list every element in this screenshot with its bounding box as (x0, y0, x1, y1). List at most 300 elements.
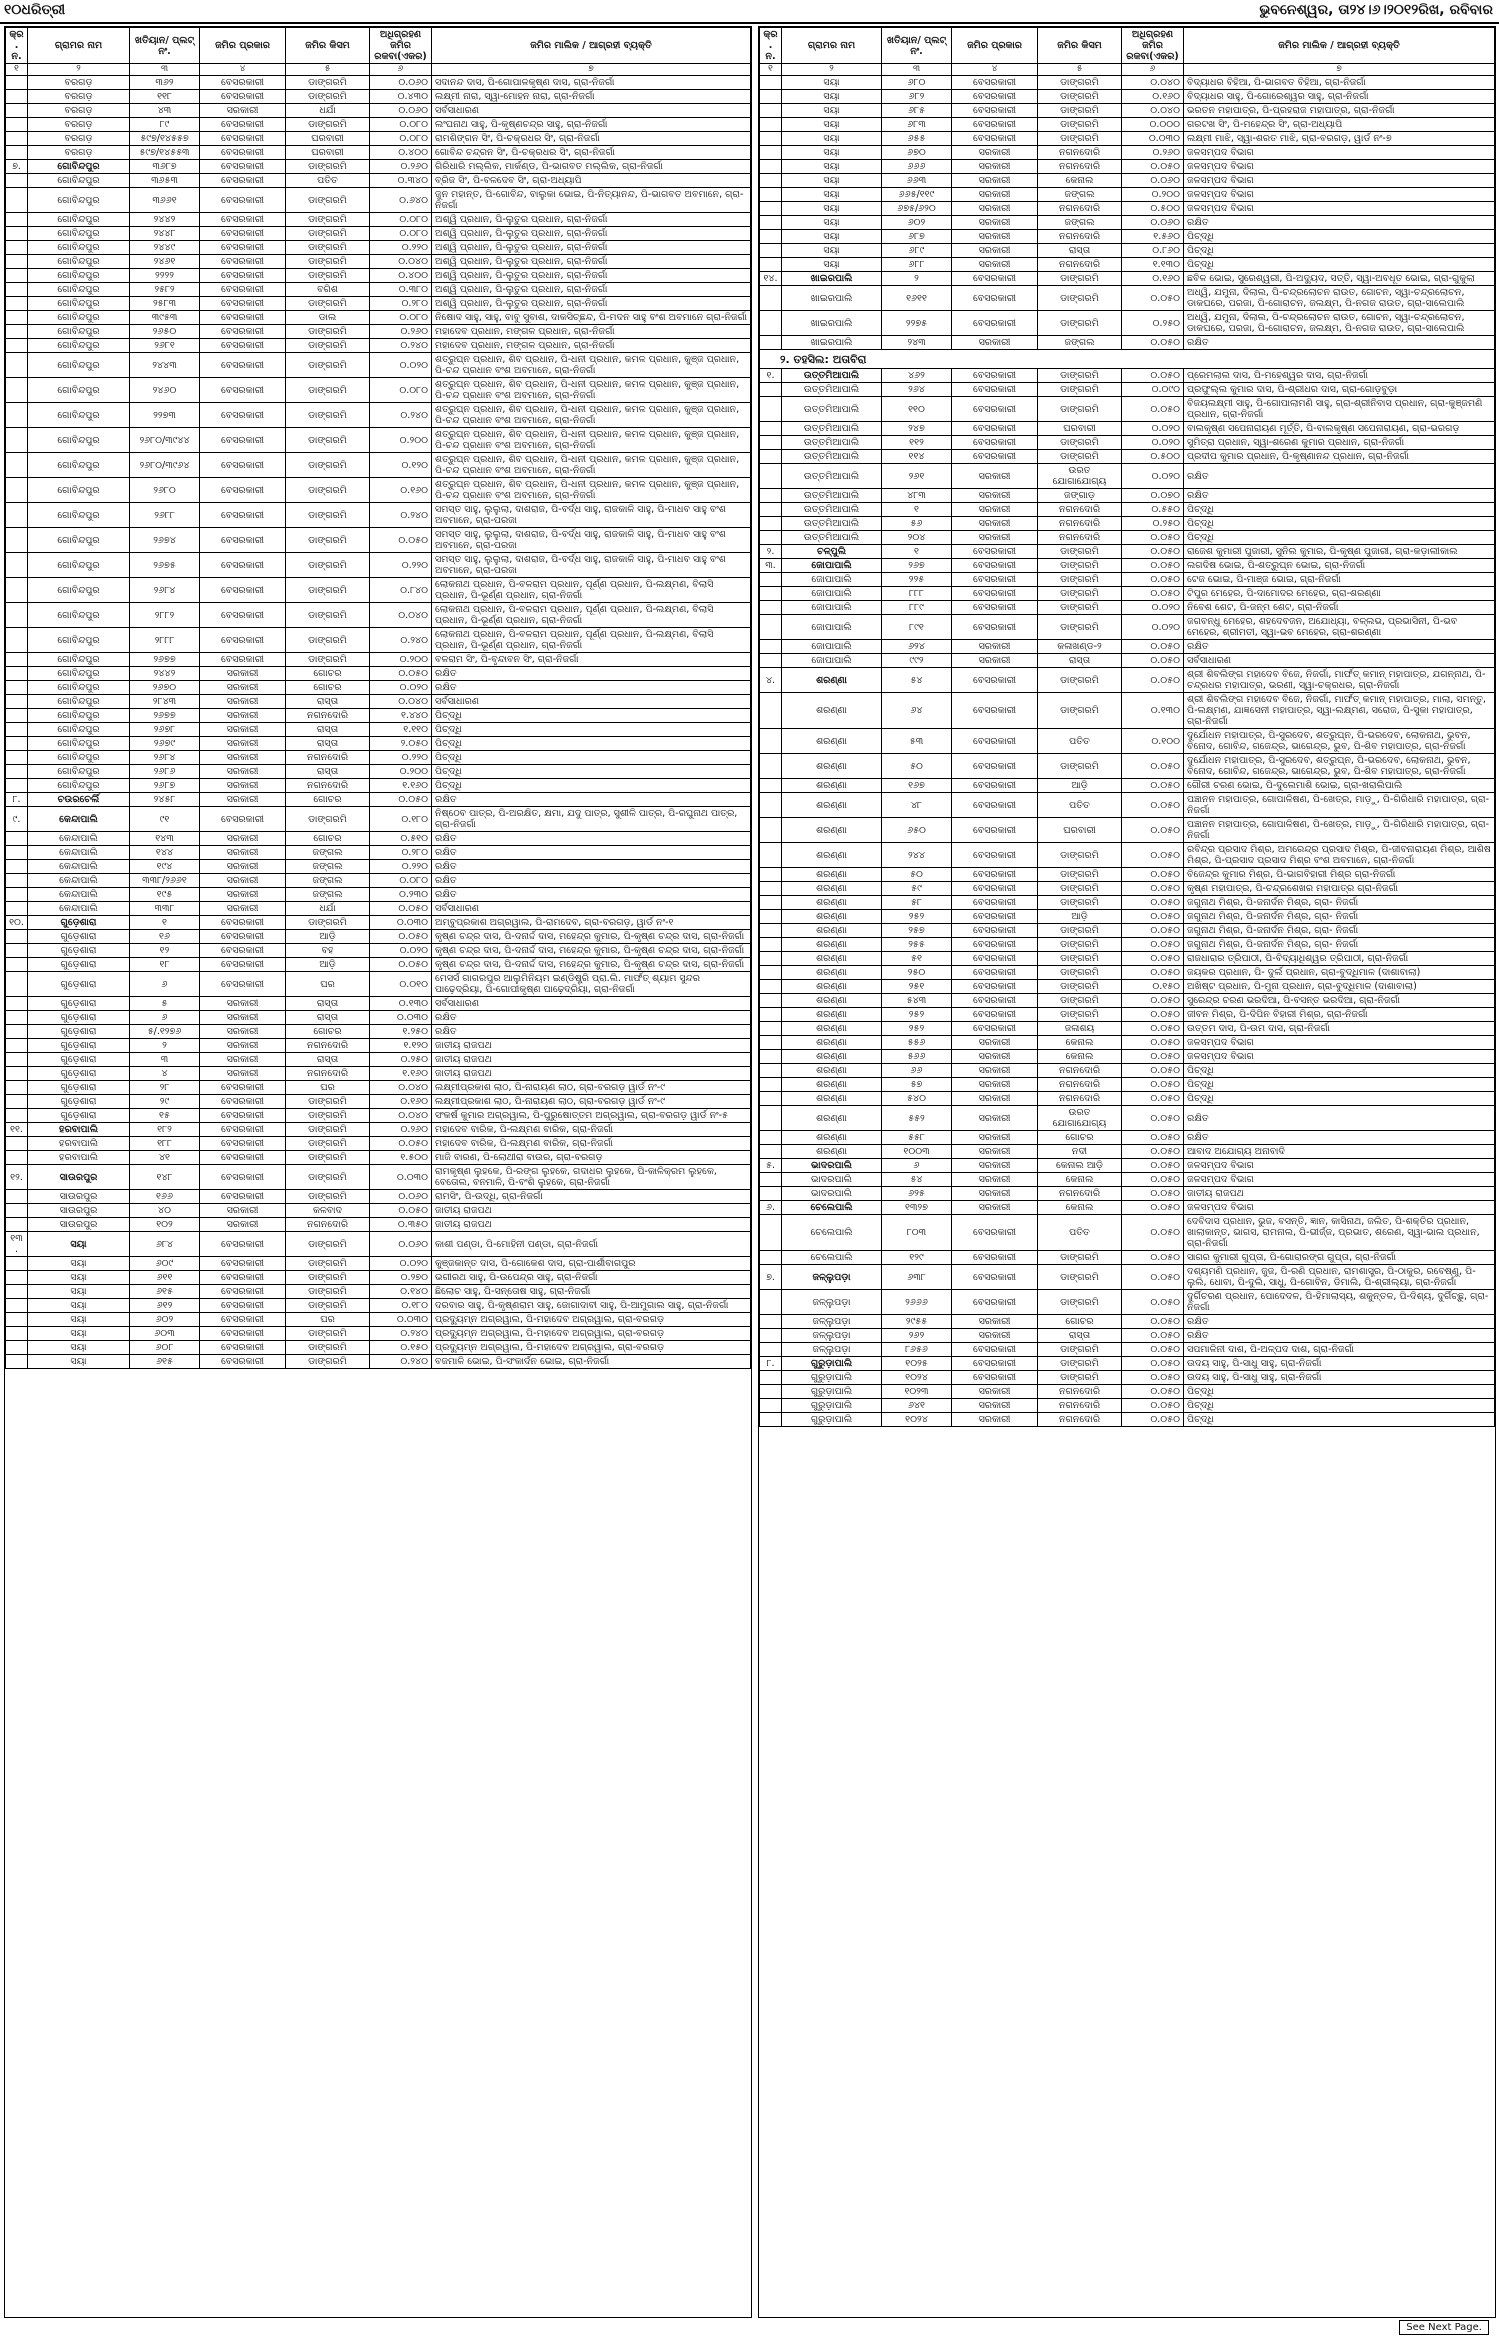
plot-cell: ୬୭୦ (882, 146, 952, 160)
serial-cell (6, 378, 28, 403)
table-row (760, 654, 1495, 668)
owner-cell: ସଂକର୍ଷ କୁମାର ଅଗ୍ରୱାଲ, ପି-ପୁରୁଷୋତ୍ତମ ଅଗ୍ରୱାଲ, ଗ୍ରା-ବରଗଡ଼ ୱାର୍ଡ ନଂ-୫ (432, 1109, 751, 1123)
area-cell: ୦.୦୩୦ (370, 1165, 432, 1190)
land-class-cell: ଡାଙ୍ଗରମି (286, 1109, 370, 1123)
serial-cell (6, 1190, 28, 1204)
area-cell: ୦.୫୦୦ (1122, 202, 1184, 216)
land-type-cell: ବେସରକାରୀ (200, 146, 286, 160)
table-row (760, 729, 1495, 754)
land-class-cell: ଡାଙ୍ଗରମି (1038, 104, 1122, 118)
serial-cell (760, 1131, 782, 1145)
land-type-cell: ସରକାରୀ (952, 202, 1038, 216)
table-row (6, 874, 751, 888)
owner-cell: ରକ୍ଷିତ (432, 1011, 751, 1025)
owner-cell: ରାମକୃଷ୍ଣ ଲୁହକେ, ପି-ରଙ୍ଗ ଲୁହକେ, ଗଦାଧର ଲୁହକେ, ପି-କାଳିକ୍ରମ ଲୁହକେ, ବେତୋଲ, ବନମାଳି, ପି-ବଂଶି ଲୁହକେ, ଗ୍ରା-ନିଜର୍ଗା (432, 1165, 751, 1190)
owner-cell: ବିଦ୍ୟାଧର ବିହିଆ, ପି-ଭାଗବତ ବିହିଆ, ଗ୍ରା-ନିଜର୍ଗା (1184, 76, 1495, 90)
column-number-5: ୫ (286, 64, 370, 76)
plot-cell: ୫୪୩ (882, 994, 952, 1008)
table-row (760, 1145, 1495, 1159)
table-row (6, 1271, 751, 1285)
land-class-cell: ଉରତ ଯୋଗାଯୋଗ୍ୟ (1038, 1106, 1122, 1131)
table-row (6, 478, 751, 503)
table-row (760, 1413, 1495, 1427)
village-cell: ଶରଣ୍ଣା (782, 818, 882, 843)
table-row (760, 1131, 1495, 1145)
owner-cell: ଦଶ୍ୟମଣି ପ୍ରଧାନ, ଜୁଜ, ପି-ରଣି ପ୍ରଧାନ, ରାମଶାସ୍ତ୍ର, ପି-ଠାକୁର, ରବେଷ୍ଣୁ, ପି-ଲୁଲି, ଧୋବା, ପି-ଦୁଲି, ସାଧୁ, ପି-ଗୋବିନ, ଡିମାଲି, ପି-ଶ୍ରୀଲ୍ୟା, ଗ୍ରା-ନିଜର୍ଗା (1184, 1265, 1495, 1290)
land-type-cell: ସରକାରୀ (952, 1315, 1038, 1329)
owner-cell: ଗୋବିନ୍ଦ ଚନ୍ଦ୍ରନ ସିଂ, ପି-ଚକ୍ରଧର ସିଂ, ଗ୍ରା-ନିଜର୍ଗା (432, 146, 751, 160)
serial-cell (6, 1257, 28, 1271)
owner-cell: ରାଜେଶ କୁମାରୀ ପୁଜାରୀ, ସୁନିଲ କୁମାର, ପି-କୃଷ୍ଣ ପୁଜାରୀ, ଗ୍ରା-କଡ଼ାଲୀକାଲ (1184, 545, 1495, 559)
plot-cell: ୩୬୮୭ (130, 160, 200, 174)
owner-cell: ଆବାଦ ଅଯୋଗ୍ୟ ଅନାବାଦି (1184, 1145, 1495, 1159)
owner-cell: ପିଚ୍‌ଦ୍ଧି (1184, 1385, 1495, 1399)
owner-cell: ଶତ୍ରୁଘ୍ନ ପ୍ରଧାନ, ଶିବ ପ୍ରଧାନ, ପି-ଧନୀ ପ୍ରଧାନ, କମଳ ପ୍ରଧାନ, କୁଞ୍ଜ ପ୍ରଧାନ, ପି-ଚନ୍ଦ ପ୍ରଧାନ ବଂଶ ଅବମାନେ, ଗ୍ରା-ନିଜର୍ଗା (432, 403, 751, 428)
area-cell: ୦.୧୬୦ (370, 478, 432, 503)
owner-cell: ମାଜି ବାରଣ, ପି-ଲୋଥୀରା ବାଉର, ଗ୍ରା-ବରଗଡ଼ (432, 1151, 751, 1165)
land-type-cell: ସରକାରୀ (952, 1159, 1038, 1173)
land-type-cell: ବେସରକାରୀ (952, 601, 1038, 615)
plot-cell: ୪୮ (882, 793, 952, 818)
owner-cell: ଜଳସମ୍ପଦ ବିଭାଗ (1184, 160, 1495, 174)
village-cell: ହରବାପାଲି (28, 1151, 130, 1165)
land-class-cell: ଡାଙ୍ଗରମି (1038, 952, 1122, 966)
serial-cell: ୯. (6, 807, 28, 832)
table-row (760, 383, 1495, 397)
land-class-cell: ଡାଙ୍ଗରମି (1038, 615, 1122, 640)
land-class-cell: ଡାଙ୍ଗରମି (1038, 559, 1122, 573)
area-cell: ୦.୦୫୦ (370, 930, 432, 944)
land-type-cell: ସରକାରୀ (952, 1145, 1038, 1159)
table-row (760, 188, 1495, 202)
village-cell: ଉତ୍ତମିଆପାଲି (782, 383, 882, 397)
plot-cell: ୬୮୫ (882, 104, 952, 118)
village-cell: ଶରଣ୍ଣା (782, 793, 882, 818)
column-number-3: ୩ (882, 64, 952, 76)
owner-cell: ଦୁର୍ଯୋଧନ ମହାପାତ୍ର, ପି-ସୁରଦେବ, ଶତ୍ରୁଘ୍ନ, ପି-ଭରଦେବ, ଲୋକନାଥ, ଭୁବନ, ବିନୋଦ, ଗୋବିନ୍ଦ, ଗଜେନ୍ଦ୍ର, ଭାଗେନ୍ଦ୍ର, ଭୁବ, ପି-ଶିବ ମହାପାତ୍ର, ଗ୍ରା-ନିଜର୍ଗା (1184, 729, 1495, 754)
land-class-cell: ଗୋଚର (286, 1025, 370, 1039)
table-row (6, 297, 751, 311)
village-cell: ବରଗଡ଼ (28, 104, 130, 118)
village-cell: ଗୋବିନ୍ଦପୁର (28, 453, 130, 478)
area-cell: ୦.୨୩୦ (370, 888, 432, 902)
land-class-cell: ରାସ୍ତା (286, 1011, 370, 1025)
owner-cell: ରକ୍ଷିତ (432, 832, 751, 846)
serial-cell (6, 104, 28, 118)
left-column (4, 26, 752, 2318)
village-cell: ଶରଣ୍ଣା (782, 938, 882, 952)
table-row (6, 269, 751, 283)
village-cell: ସୟା (28, 1271, 130, 1285)
plot-cell: ୬୫୫ (882, 132, 952, 146)
plot-cell: ୫୫୬ (882, 1036, 952, 1050)
owner-cell: ଅମ୍ବୁପ୍ରକାଶ ଅଗ୍ରୱାଲ, ପି-ରାମଦେବ, ଗ୍ରା-ବରଗଡ଼, ୱାର୍ଡ ନଂ-୧ (432, 916, 751, 930)
serial-cell (6, 311, 28, 325)
table-row (6, 118, 751, 132)
owner-cell: ଜଗବନ୍ଧୁ ମେହେର, ଶହଦେବଜନ, ଅଯୋଧ୍ୟା, ବଳ୍ଲଭ, ପ୍ରଭାସିନୀ, ପି-ଭବ ମେହେର, ଶ୍ରୀମତୀ, ସ୍ୱା-ଭବ ମେହେର, ଗ୍ରା-ଶରଣ୍ଣା (1184, 615, 1495, 640)
village-cell: ସୟା (782, 244, 882, 258)
plot-cell: ୬୮୦ (882, 76, 952, 90)
table-row (760, 216, 1495, 230)
owner-cell: ବଜମାଳି ଭୋଇ, ପି-ସଂକାର୍ଦନ ଭୋଇ, ଗ୍ରା-ନିଜର୍ଗା (432, 1355, 751, 1369)
owner-cell: ଦରବାର ସାହୁ, ପି-କୃଷ୍ଣରାମ ସାହୁ, ଜୋଗାଦାବୀ ସାହୁ, ପି-ଆମୁଗାଲ ସାହୁ, ଗ୍ରା-ନିଜର୍ଗା (432, 1299, 751, 1313)
area-cell: ୦.୧୩୦ (370, 997, 432, 1011)
serial-cell (6, 90, 28, 104)
area-cell: ୨.୦୫୦ (370, 737, 432, 751)
land-class-cell: ଡାଙ୍ଗରମି (1038, 311, 1122, 336)
area-cell: ୦.୦୬୦ (370, 1232, 432, 1257)
area-cell: ୦.୦୪୦ (1122, 76, 1184, 90)
village-cell: ଚେଲେପାଲି (782, 1251, 882, 1265)
serial-cell (760, 573, 782, 587)
land-class-cell: ନଗନଦୋରି (1038, 1064, 1122, 1078)
table-row (6, 76, 751, 90)
owner-cell: ମେସର୍ସ ଗାଗରପୁର ଆଲୁମିନିୟମ ଇଣ୍ଡିଷ୍ଟ୍ରି ପ୍ରା.ଲି. ମାର୍ଫତ୍ ଶ୍ୟାମ ସୁନ୍ଦର ପାଢ଼େଦ୍ରିୟା, ପି-ଗୋପୀକୃଷ୍ଣ ପାଢ଼େଦ୍ରିୟା, ଗ୍ରା-ନିଜର୍ଗା (432, 972, 751, 997)
owner-cell: ପିଚ୍‌ଦ୍ଧି (1184, 531, 1495, 545)
area-cell: ୦.୪୩୦ (370, 90, 432, 104)
serial-cell (6, 1204, 28, 1218)
area-cell: ୦.୨୪୦ (370, 403, 432, 428)
serial-cell (6, 888, 28, 902)
table-row (6, 779, 751, 793)
land-type-cell: ସରକାରୀ (952, 336, 1038, 350)
owner-cell: ପିଚ୍‌ଦ୍ଧି (1184, 1078, 1495, 1092)
owner-cell: ଶତ୍ରୁଘ୍ନ ପ୍ରଧାନ, ଶିବ ପ୍ରଧାନ, ପି-ଧନୀ ପ୍ରଧାନ, କମଳ ପ୍ରଧାନ, କୁଞ୍ଜ ପ୍ରଧାନ, ପି-ଚନ୍ଦ ପ୍ରଧାନ ବଂଶ ଅବମାନେ, ଗ୍ରା-ନିଜର୍ଗା (432, 428, 751, 453)
table-row (6, 1257, 751, 1271)
plot-cell: ୬୦୩ (130, 1327, 200, 1341)
owner-cell: ଅଶ୍ୱି ପ୍ରଧାନ, ପି-ଲୁତୁର ପ୍ରଧାନ, ଗ୍ରା-ନିଜର୍ଗା (432, 297, 751, 311)
table-row (760, 980, 1495, 994)
village-cell: ଉତ୍ତମିଆପାଲି (782, 531, 882, 545)
land-type-cell: ବେସରକାରୀ (952, 422, 1038, 436)
land-class-cell: ଡାଙ୍ଗରମି (286, 1285, 370, 1299)
serial-cell (760, 587, 782, 601)
serial-cell: ୪. (760, 668, 782, 693)
village-cell: ଶରଣ୍ଣା (782, 779, 882, 793)
land-class-cell: କଳବାଦ (286, 1204, 370, 1218)
serial-cell (760, 90, 782, 104)
area-cell: ୦.୦୨୦ (370, 1257, 432, 1271)
table-row (6, 188, 751, 213)
land-type-cell: ବେସରକାରୀ (952, 1008, 1038, 1022)
plot-cell: ୩୩୮ (130, 902, 200, 916)
serial-cell (6, 213, 28, 227)
serial-cell (6, 1327, 28, 1341)
land-type-cell: ସରକାରୀ (200, 709, 286, 723)
land-type-cell: ସରକାରୀ (952, 640, 1038, 654)
table-row (6, 628, 751, 653)
land-type-cell: ବେସରକାରୀ (200, 1285, 286, 1299)
serial-cell (760, 1064, 782, 1078)
land-class-cell: ନଗନଦୋରି (1038, 230, 1122, 244)
area-cell: ୦.୦୫୦ (1122, 1290, 1184, 1315)
owner-cell: ନିଷୋଦ ସାହୁ, ସାହୁ, ବାବୁ ସୁବାଶ, ଦାକସିଚ୍ଛନ୍ଦ, ପି-ମଦନ ସାହୁ ବଂଶ ଅବମାନେ ଗ୍ରା-ନିଜର୍ଗା (432, 311, 751, 325)
owner-cell: ପିଚ୍‌ଦ୍ଧି (1184, 1413, 1495, 1427)
owner-cell: ରକ୍ଷିତ (1184, 640, 1495, 654)
area-cell: ୦.୦୫୦ (1122, 640, 1184, 654)
land-type-cell: ସରକାରୀ (200, 1039, 286, 1053)
table-row (760, 1159, 1495, 1173)
village-cell: କେନ୍ଦାପାଲି (28, 874, 130, 888)
land-type-cell: ସରକାରୀ (200, 681, 286, 695)
owner-cell: ରକ୍ଷିତ (432, 860, 751, 874)
land-class-cell: ନଗନଦୋରି (1038, 1413, 1122, 1427)
area-cell: ୦.୧୮୦ (370, 1299, 432, 1313)
area-cell: ୦.୨୬୦ (1122, 146, 1184, 160)
area-cell: ୦.୦୮୦ (370, 132, 432, 146)
area-cell: ୦.୦୫୦ (1122, 994, 1184, 1008)
table-row (760, 422, 1495, 436)
land-type-cell: ସରକାରୀ (200, 1053, 286, 1067)
village-cell: ସୟା (782, 132, 882, 146)
serial-cell (6, 737, 28, 751)
area-cell: ୦.୦୫୦ (1122, 654, 1184, 668)
serial-cell (6, 860, 28, 874)
plot-cell: ୨୬୮୪ (130, 578, 200, 603)
table-row (760, 1050, 1495, 1064)
serial-cell (760, 601, 782, 615)
land-class-cell: ନଗନଦୋରି (1038, 531, 1122, 545)
area-cell: ୦.୧୪୦ (370, 1285, 432, 1299)
area-cell: ୦.୧୬୦ (1122, 90, 1184, 104)
plot-cell: ୨୪୪୨ (130, 213, 200, 227)
area-cell: ୦.୦୮୦ (370, 227, 432, 241)
table-row (760, 587, 1495, 601)
area-cell: ୦.୦୫୦ (1122, 793, 1184, 818)
land-type-cell: ବେସରକାରୀ (200, 478, 286, 503)
land-class-cell: ବଗିଶ (286, 283, 370, 297)
land-type-cell: ବେସରକାରୀ (952, 1022, 1038, 1036)
serial-cell: ୧. (760, 369, 782, 383)
owner-cell: ରକ୍ଷିତ (432, 1025, 751, 1039)
table-header-row (760, 28, 1495, 64)
column-number-4: ୪ (200, 64, 286, 76)
table-row (6, 723, 751, 737)
owner-cell: ମହାଦେବ ପ୍ରଧାନ, ମଙ୍ଗଳ ପ୍ରଧାନ, ଗ୍ରା-ନିଜର୍ଗା (432, 339, 751, 353)
village-cell: ସୟା (782, 146, 882, 160)
table-row (6, 888, 751, 902)
village-cell: ସୟା (782, 174, 882, 188)
plot-cell: ୩୩୮/୨୬୬୧ (130, 874, 200, 888)
serial-cell (6, 1067, 28, 1081)
plot-cell: ୧ (882, 545, 952, 559)
plot-cell: ୧୧୦ (882, 397, 952, 422)
land-class-cell: ଡାଙ୍ଗରମି (1038, 369, 1122, 383)
land-class-cell: ପତିତ (1038, 1215, 1122, 1251)
land-type-cell: ସରକାରୀ (200, 737, 286, 751)
owner-cell: ଲକ୍ଷ୍ମୀପ୍ରକାଶ ଲାଠ, ପି-ନାରାୟଣ ଲାଠ, ଗ୍ରା-ବରଗଡ଼ ୱାର୍ଡ ନଂ-୯ (432, 1081, 751, 1095)
owner-cell: ପିଚ୍‌ଦ୍ଧି (1184, 503, 1495, 517)
owner-cell: ଅଶ୍ୱି ପ୍ରଧାନ, ପି-ଲୁତୁର ପ୍ରଧାନ, ଗ୍ରା-ନିଜର୍ଗା (432, 227, 751, 241)
plot-cell: ୨ (130, 1039, 200, 1053)
column-number-row (6, 64, 751, 76)
owner-cell: ପ୍ରେମଲାଲ ଦାସ, ପି-ମହେଶ୍ୱର ଦାସ, ଗ୍ରା-ନିଜର୍ଗା (1184, 369, 1495, 383)
plot-cell: ୨୬୮୧ (130, 339, 200, 353)
land-type-cell: ସରକାରୀ (200, 695, 286, 709)
plot-cell: ୧୦୦୩ (882, 1145, 952, 1159)
owner-cell: ଶ୍ରୀ ଶିବଲିଙ୍ଗ ମହାଦେବ ବିଜେ, ନିଜର୍ଗା, ମାର୍ଫତ୍ କମାନ୍ ମହାପାତ୍ର, ଯଗନ୍ନାଥ, ପି-ଚନ୍ଦ୍ରଧର ମହାପାତ୍ର, ଭରଣୀ, ସ୍ୱା-ଚକ୍ରଧର, ଗ୍ରା-ନିଜର୍ଗା (1184, 668, 1495, 693)
owner-cell: ଜଳସମ୍ପଦ ବିଭାଗ (1184, 146, 1495, 160)
serial-cell (760, 868, 782, 882)
village-cell: ଗୋବିନ୍ଦପୁର (28, 478, 130, 503)
land-type-cell: ବେସରକାରୀ (200, 916, 286, 930)
table-row (6, 339, 751, 353)
owner-cell: ଭରତନ ମହାପାତ୍ର, ପି-ପ୍ରହରାଜ ମହାପାତ୍ର, ଗ୍ରା-ନିଜର୍ଗା (1184, 104, 1495, 118)
column-number-3: ୩ (130, 64, 200, 76)
land-class-cell: ଡାଙ୍ଗରମି (286, 478, 370, 503)
owner-cell: କୃଷ୍ଣ ମହାପାତ୍ର, ପି-ଚନ୍ଦ୍ରଶେଖର ମହାପାତ୍ର ଗ୍ରା-ନିଜର୍ଗା (1184, 882, 1495, 896)
table-row (760, 531, 1495, 545)
owner-cell: ଅଶ୍ୱି ପ୍ରଧାନ, ପି-ଲୁତୁର ପ୍ରଧାନ, ଗ୍ରା-ନିଜର୍ଗା (432, 255, 751, 269)
table-row (6, 132, 751, 146)
right-column (758, 26, 1496, 2318)
serial-cell: ୧୦. (6, 916, 28, 930)
serial-cell (6, 118, 28, 132)
village-cell: ଗୋବିନ୍ଦପୁର (28, 628, 130, 653)
land-class-cell: ବହ (286, 944, 370, 958)
owner-cell: ମହାଦେବ ପ୍ରଧାନ, ମଙ୍ଗଳ ପ୍ରଧାନ, ଗ୍ରା-ନିଜର୍ଗା (432, 325, 751, 339)
land-class-cell: ଆଡ଼ି (286, 930, 370, 944)
table-row (760, 545, 1495, 559)
column-header-2: ଗ୍ରାମର ନାମ (28, 28, 130, 64)
land-type-cell: ବେସରକାରୀ (952, 1343, 1038, 1357)
village-cell: ଚଳ୍ପୁଲି (782, 545, 882, 559)
plot-cell: ୨୬୨ (882, 1329, 952, 1343)
village-cell: ଜଳ୍ଲୁପଡ଼ା (782, 1315, 882, 1329)
table-row (6, 751, 751, 765)
column-number-2: ୨ (28, 64, 130, 76)
land-type-cell: ସରକାରୀ (952, 654, 1038, 668)
land-type-cell: ସରକାରୀ (952, 160, 1038, 174)
village-cell: କେନ୍ଦାପାଲି (28, 846, 130, 860)
land-class-cell: ଡାଙ୍ଗରମି (286, 378, 370, 403)
table-row (6, 916, 751, 930)
plot-cell: ୬୩୮ (882, 1265, 952, 1290)
table-row (6, 653, 751, 667)
table-row (760, 464, 1495, 489)
owner-cell: ସୁମିତ୍ରା ପ୍ରଧାନ, ସ୍ୱା-ଶରେଣ କୁମାର ପ୍ରଧାନ, ଗ୍ରା-ନିଜର୍ଗା (1184, 436, 1495, 450)
owner-cell: ରାମଶିଙ୍ଗନ ସିଂ, ପି-ଚକ୍ରଧର ସିଂ, ଗ୍ରା-ନିଜର୍ଗା (432, 132, 751, 146)
plot-cell: ୫୯୭/୧୪୫୫୭ (130, 132, 200, 146)
area-cell: ୦.୦୪୦ (1122, 104, 1184, 118)
area-cell: ୦.୦୫୦ (1122, 1008, 1184, 1022)
land-class-cell: ଡାଙ୍ଗରମି (1038, 994, 1122, 1008)
table-row (760, 132, 1495, 146)
table-row (6, 325, 751, 339)
land-type-cell: ବେସରକାରୀ (200, 1081, 286, 1095)
land-class-cell: ଡାଙ୍ଗରମି (1038, 383, 1122, 397)
serial-cell (760, 383, 782, 397)
plot-cell: ୨୪୪୮ (130, 227, 200, 241)
land-class-cell: ଡାଙ୍ଗରମି (1038, 436, 1122, 450)
owner-cell: ରାମସିଂ, ପି-ଉଦ୍ଧି, ଗ୍ରା-ନିଜର୍ଗା (432, 1190, 751, 1204)
table-row (6, 227, 751, 241)
area-cell: ୦.୩୫୦ (370, 1218, 432, 1232)
owner-cell: ଜଳସମ୍ପଦ ବିଭାଗ (1184, 1201, 1495, 1215)
land-type-cell: ସରକାରୀ (200, 1011, 286, 1025)
column-header-3: ଖତିୟାନ/ ପ୍ଲଟ୍ ନଂ. (130, 28, 200, 64)
area-cell: ୦.୦୫୦ (1122, 868, 1184, 882)
area-cell: ୦.୦୫୦ (1122, 966, 1184, 980)
serial-cell (760, 818, 782, 843)
table-row (6, 1095, 751, 1109)
table-row (6, 1151, 751, 1165)
plot-cell: ୫୭ (882, 1078, 952, 1092)
serial-cell (760, 132, 782, 146)
table-row (760, 938, 1495, 952)
owner-cell: ସର୍ବସାଧାରଣ (432, 104, 751, 118)
table-row (6, 353, 751, 378)
village-cell: ଗୋବିନ୍ଦପୁର (28, 325, 130, 339)
village-cell: କେନ୍ଦାପାଲି (28, 860, 130, 874)
village-cell: ଶରଣ୍ଣା (782, 1008, 882, 1022)
village-cell: ଗୁରୁଡ଼ାପାଲି (782, 1371, 882, 1385)
land-type-cell: ବେସରକାରୀ (952, 754, 1038, 779)
plot-cell: ୧ (882, 503, 952, 517)
plot-cell: ୨୬୧ (882, 464, 952, 489)
village-cell: ଗୋବିନ୍ଦପୁର (28, 297, 130, 311)
owner-cell: ଜଳସମ୍ପଦ ବିଭାଗ (1184, 174, 1495, 188)
table-row (6, 709, 751, 723)
area-cell: ୦.୦୫୦ (1122, 668, 1184, 693)
serial-cell (6, 603, 28, 628)
village-cell: ସୟା (782, 188, 882, 202)
plot-cell: ୬୮୭ (882, 230, 952, 244)
area-cell: ୦.୧୫୦ (370, 1341, 432, 1355)
land-class-cell: ଜଙ୍ଗଲ (1038, 216, 1122, 230)
serial-cell (6, 1313, 28, 1327)
village-cell: ଗୁରୁଡ଼ାପାଲି (782, 1385, 882, 1399)
land-type-cell: ସରକାରୀ (952, 1064, 1038, 1078)
plot-cell: ୬୦୨ (882, 216, 952, 230)
land-type-cell: ସରକାରୀ (952, 1413, 1038, 1427)
land-type-cell: ସରକାରୀ (200, 888, 286, 902)
table-row (760, 966, 1495, 980)
area-cell: ୦.୦୪୦ (370, 603, 432, 628)
land-class-cell: ଡାଙ୍ଗରମି (286, 603, 370, 628)
land-type-cell: ବେସରକାରୀ (952, 1357, 1038, 1371)
land-class-cell: ଡାଙ୍ଗରମି (286, 1165, 370, 1190)
plot-cell: ୨୫୦ (882, 966, 952, 980)
table-row (6, 1137, 751, 1151)
village-cell: ଗୋବିନ୍ଦପୁର (28, 188, 130, 213)
village-cell: ହରବାପାଲି (28, 1123, 130, 1137)
plot-cell: ୨୬୮୦ (130, 478, 200, 503)
serial-cell (760, 1215, 782, 1251)
plot-cell: ୨୬୮୪ (130, 751, 200, 765)
land-type-cell: ସରକାରୀ (952, 1329, 1038, 1343)
serial-cell (6, 553, 28, 578)
village-cell: ଗୋବିନ୍ଦପୁର (28, 428, 130, 453)
plot-cell: ୨୬୮୦/୩୯୬୪ (130, 453, 200, 478)
land-class-cell: ଡାଙ୍ଗରମି (1038, 1290, 1122, 1315)
table-row (760, 258, 1495, 272)
village-cell: ଗୋବିନ୍ଦପୁର (28, 160, 130, 174)
owner-cell: ସର୍ବସାଧାରଣ (432, 695, 751, 709)
serial-cell (6, 765, 28, 779)
plot-cell: ୧ (130, 916, 200, 930)
land-type-cell: ବେସରକାରୀ (952, 272, 1038, 286)
land-type-cell: ବେସରକାରୀ (952, 559, 1038, 573)
plot-cell: ୧୪୩ (130, 832, 200, 846)
owner-cell: ପ୍ରଦ୍ୟୁମ୍ନ ଅଗ୍ରୱାଲ, ପି-ମହାଦେବ ଅଗ୍ରୱାଲ, ଗ୍ରା-ବରଗଡ଼ (432, 1341, 751, 1355)
owner-cell: ରକ୍ଷିତ (432, 667, 751, 681)
area-cell: ୦.୦୦୦ (1122, 118, 1184, 132)
table-row (760, 868, 1495, 882)
village-cell: ଜୋପାପାଲି (782, 615, 882, 640)
land-type-cell: ବେସରକାରୀ (200, 807, 286, 832)
plot-cell: ୨୫୨ (882, 910, 952, 924)
